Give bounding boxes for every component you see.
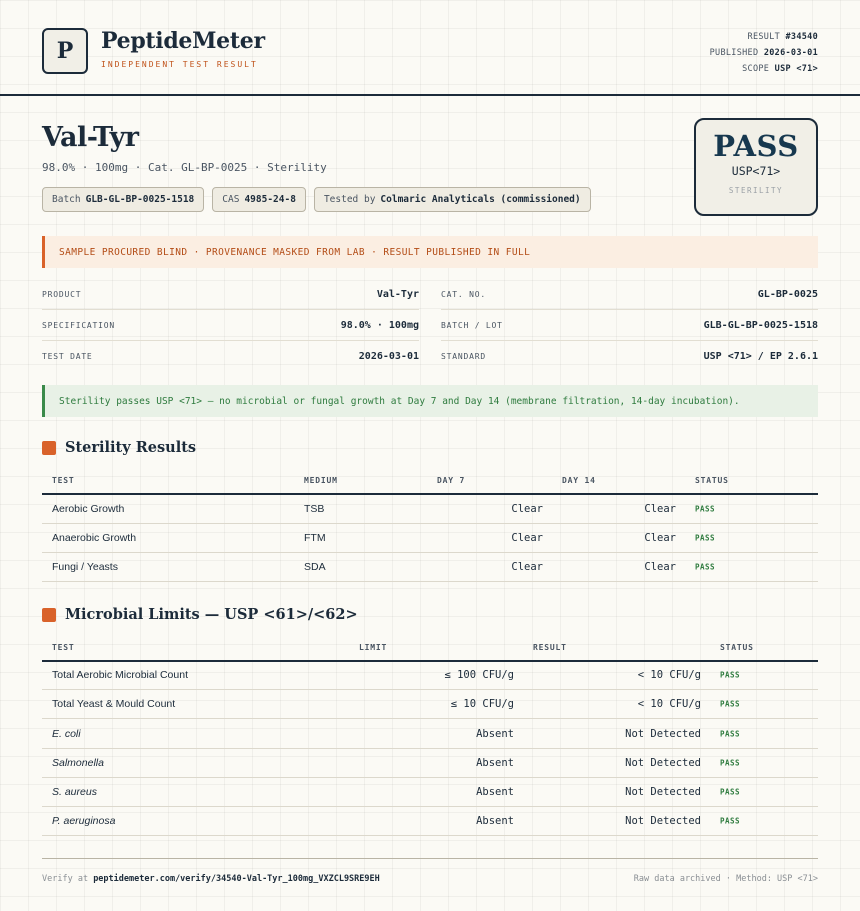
cell-result: Not Detected (625, 815, 701, 827)
table-row (42, 778, 818, 807)
cell-test: Anaerobic Growth (52, 532, 137, 544)
info-row-cat-no (441, 280, 818, 310)
meta-scope-value: USP <71> (774, 64, 818, 74)
meta-published (710, 45, 818, 61)
brand-tagline: INDEPENDENT TEST RESULT (101, 60, 258, 69)
verdict-standard: USP<71> (731, 164, 781, 178)
meta-result (710, 29, 818, 45)
chip-value: GLB-GL-BP-0025-1518 (85, 194, 195, 205)
brand-name: PeptideMeter (101, 28, 265, 54)
cell-test: Total Yeast & Mould Count (52, 698, 176, 710)
cas-chip (212, 187, 306, 212)
verify-prefix: Verify at (42, 874, 89, 884)
table-row (42, 690, 818, 719)
blind-notice: SAMPLE PROCURED BLIND · PROVENANCE MASKED FROM LAB · RESULT PUBLISHED IN FULL (42, 236, 818, 268)
sterility-table-header (42, 467, 818, 495)
meta-published-value: 2026-03-01 (763, 48, 818, 58)
cell-test: Aerobic Growth (52, 503, 125, 515)
info-row-product (42, 280, 419, 310)
col-day7: DAY 7 (437, 476, 466, 485)
cell-limit: ≤ 10 CFU/g (450, 698, 514, 710)
cell-day7: Clear (511, 532, 543, 544)
cell-limit: Absent (476, 728, 514, 740)
cell-result: Not Detected (625, 728, 701, 740)
cell-test: P. aeruginosa (52, 815, 116, 827)
status-badge: PASS (720, 729, 741, 739)
status-badge: PASS (720, 816, 741, 826)
meta-result-label: RESULT (747, 32, 781, 42)
cell-test: Salmonella (52, 757, 104, 769)
product-subtitle: 98.0% · 100mg · Cat. GL-BP-0025 · Sterility (42, 161, 327, 174)
col-limit: LIMIT (359, 643, 388, 652)
status-badge: PASS (720, 787, 741, 797)
col-test: TEST (52, 476, 75, 485)
cell-result: Not Detected (625, 786, 701, 798)
col-result: RESULT (533, 643, 567, 652)
microbial-section-title (42, 606, 358, 623)
cell-medium: TSB (304, 503, 325, 515)
status-badge: PASS (720, 758, 741, 768)
meta-scope-label: SCOPE (742, 64, 770, 74)
info-value: 2026-03-01 (358, 350, 419, 362)
info-row-test-date (42, 341, 419, 371)
table-row (42, 524, 818, 553)
info-value: GLB-GL-BP-0025-1518 (703, 320, 818, 331)
section-heading: Sterility Results (65, 439, 197, 456)
cell-day7: Clear (511, 561, 543, 573)
report-footer (42, 858, 818, 884)
cell-test: Total Aerobic Microbial Count (52, 669, 188, 681)
info-label: SPECIFICATION (42, 321, 116, 330)
cell-day7: Clear (511, 503, 543, 515)
info-value: GL-BP-0025 (757, 289, 818, 300)
chip-label: Tested by (323, 194, 376, 205)
info-value: Val-Tyr (376, 289, 419, 300)
sterility-section-title (42, 439, 196, 456)
info-label: CAT. NO. (441, 290, 486, 299)
logo-mark: P (42, 28, 88, 74)
verdict-badge (694, 118, 818, 216)
col-status: STATUS (720, 643, 754, 652)
chip-label: Batch (52, 194, 81, 205)
status-badge: PASS (720, 670, 741, 680)
status-badge: PASS (695, 562, 716, 572)
table-row (42, 553, 818, 582)
cell-limit: Absent (476, 757, 514, 769)
cell-result: < 10 CFU/g (637, 698, 701, 710)
cell-limit: ≤ 100 CFU/g (444, 669, 514, 681)
cell-test: Fungi / Yeasts (52, 561, 118, 573)
footer-method: Raw data archived · Method: USP <71> (633, 874, 818, 884)
meta-result-value: #34540 (785, 32, 818, 42)
col-day14: DAY 14 (562, 476, 596, 485)
info-label: PRODUCT (42, 290, 82, 299)
info-row-batch (441, 311, 818, 341)
cell-result: Not Detected (625, 757, 701, 769)
section-heading: Microbial Limits — USP <61>/<62> (65, 606, 358, 623)
status-badge: PASS (695, 504, 716, 514)
cell-test: S. aureus (52, 786, 97, 798)
info-label: STANDARD (441, 351, 486, 361)
col-test: TEST (52, 643, 75, 652)
cell-day14: Clear (644, 503, 676, 515)
chip-value: 4985-24-8 (244, 194, 296, 205)
table-row (42, 807, 818, 836)
meta-scope (710, 61, 818, 77)
cell-medium: SDA (304, 561, 326, 573)
verdict-scope: STERILITY (728, 186, 784, 195)
info-label: BATCH / LOT (441, 321, 503, 330)
table-row (42, 661, 818, 690)
status-badge: PASS (695, 533, 716, 543)
product-title: Val-Tyr (42, 122, 139, 153)
result-meta (710, 29, 818, 77)
report-header (0, 0, 860, 96)
section-marker-icon (42, 441, 56, 455)
table-row (42, 720, 818, 749)
cell-limit: Absent (476, 815, 514, 827)
microbial-table-header (42, 634, 818, 662)
section-marker-icon (42, 608, 56, 622)
info-label: TEST DATE (42, 351, 93, 361)
cell-day14: Clear (644, 561, 676, 573)
info-value: USP <71> / EP 2.6.1 (703, 350, 818, 362)
cell-test: E. coli (52, 728, 81, 740)
info-row-specification (42, 311, 419, 341)
cell-medium: FTM (304, 532, 326, 544)
info-value: 98.0% · 100mg (340, 320, 419, 331)
verify-link[interactable]: peptidemeter.com/verify/34540-Val-Tyr_100mg_VXZCL9SRE9EH (93, 874, 380, 884)
batch-chip (42, 187, 204, 212)
result-summary: Sterility passes USP <71> — no microbial or fungal growth at Day 7 and Day 14 (membrane filtration, 14-day incubation). (42, 385, 818, 417)
table-row (42, 495, 818, 524)
col-status: STATUS (695, 476, 729, 485)
cell-day14: Clear (644, 532, 676, 544)
cell-limit: Absent (476, 786, 514, 798)
status-badge: PASS (720, 699, 741, 709)
info-row-standard (441, 341, 818, 371)
table-row (42, 749, 818, 778)
tested-by-chip (314, 187, 591, 212)
meta-published-label: PUBLISHED (709, 48, 759, 58)
cell-result: < 10 CFU/g (637, 669, 701, 681)
product-chips (42, 187, 591, 212)
chip-value: Colmaric Analyticals (commissioned) (380, 194, 581, 205)
verdict-word: PASS (713, 129, 799, 163)
col-medium: MEDIUM (304, 476, 338, 485)
chip-label: CAS (222, 194, 240, 205)
verify-line (42, 874, 380, 884)
